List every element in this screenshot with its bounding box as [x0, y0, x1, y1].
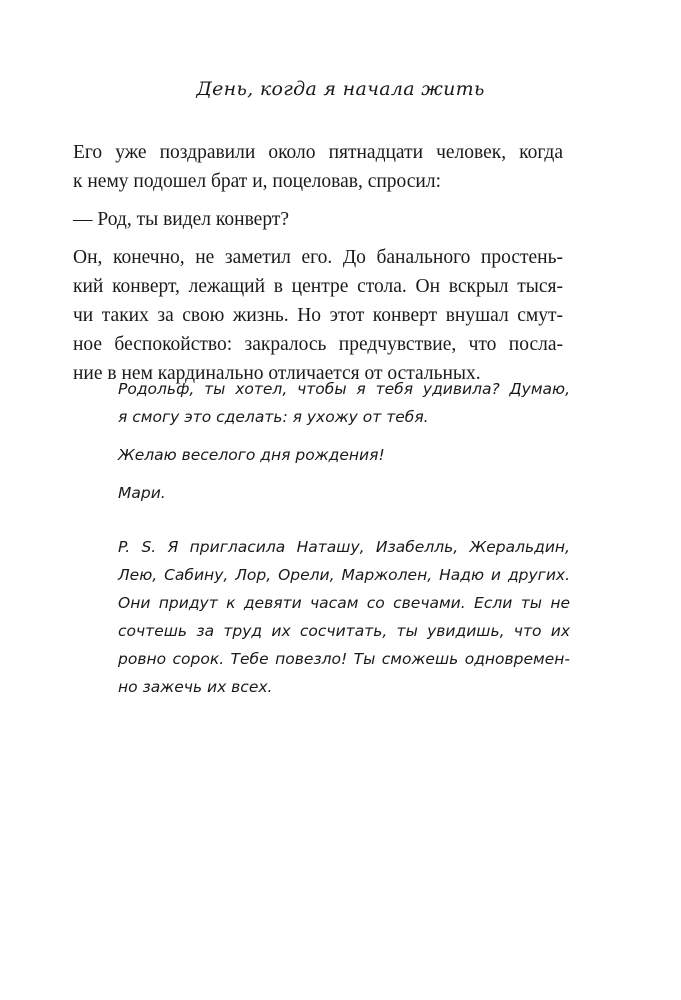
letter-line: я смогу это сделать: я ухожу от тебя. — [118, 408, 429, 426]
letter-line: Лею, Сабину, Лор, Орели, Маржолен, Надю и других. — [118, 566, 570, 584]
letter-line: Желаю веселого дня рождения! — [118, 446, 385, 464]
letter-line: но зажечь их всех. — [118, 678, 273, 696]
letter-paragraph-2 — [118, 441, 570, 469]
letter-signature — [118, 479, 570, 507]
letter-line: ровно сорок. Тебе повезло! Ты сможешь одновремен- — [118, 650, 570, 668]
paragraph-1 — [73, 138, 563, 196]
text-line: к нему подошел брат и, поцеловав, спросил: — [73, 171, 442, 192]
letter-line: сочтешь за труд их сосчитать, ты увидишь, что их — [118, 622, 570, 640]
letter-line: Они придут к девяти часам со свечами. Если ты не — [118, 594, 570, 612]
handwritten-letter — [118, 375, 570, 711]
text-line: Его уже поздравили около пятнадцати человек, когда — [73, 142, 563, 163]
body-text — [73, 138, 563, 397]
paragraph-2 — [73, 205, 563, 234]
text-line: кий конверт, лежащий в центре стола. Он вскрыл тыся- — [73, 276, 563, 297]
letter-paragraph-1 — [118, 375, 570, 431]
letter-line: Родольф, ты хотел, чтобы я тебя удивила? Думаю, — [118, 380, 570, 398]
text-line: — Род, ты видел конверт? — [73, 209, 290, 230]
text-line: ное беспокойство: закралось предчувствие, что посла- — [73, 334, 563, 355]
text-line: Он, конечно, не заметил его. До банального простень- — [73, 247, 563, 268]
text-line: чи таких за свою жизнь. Но этот конверт внушал смут- — [73, 305, 563, 326]
letter-line: Мари. — [118, 484, 166, 502]
text-line: ние в нем кардинально отличается от остальных. — [73, 363, 481, 384]
paragraph-3 — [73, 243, 563, 388]
letter-line: P. S. Я пригласила Наташу, Изабелль, Жеральдин, — [118, 538, 570, 556]
running-header: День, когда я начала жить — [196, 78, 485, 100]
letter-postscript — [118, 533, 570, 701]
